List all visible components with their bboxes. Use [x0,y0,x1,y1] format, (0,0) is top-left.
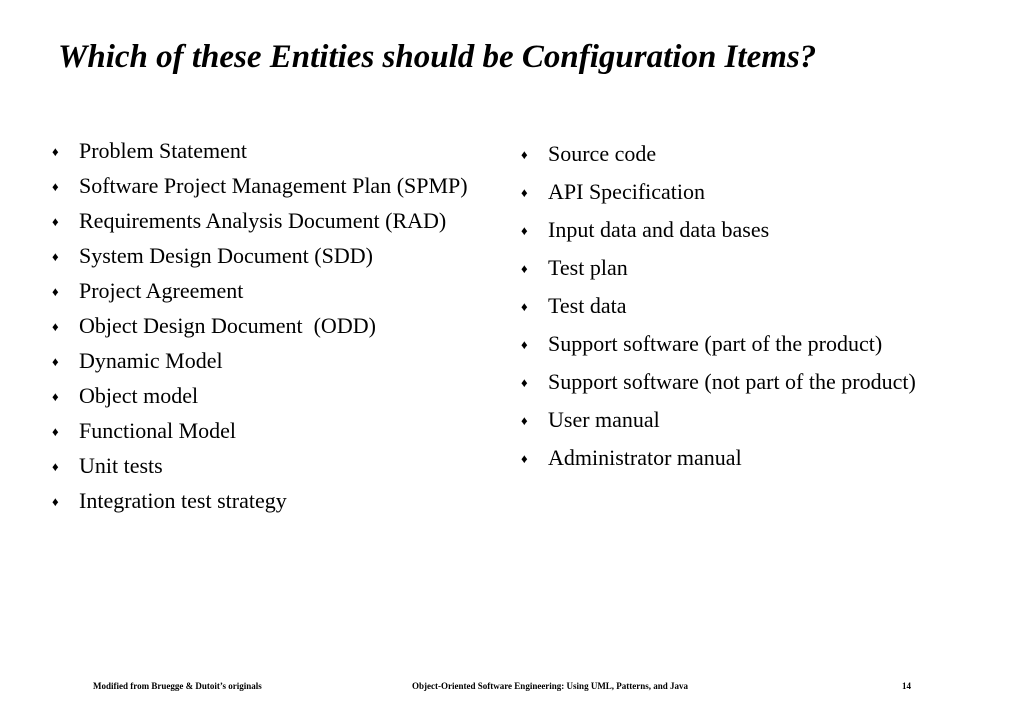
list-item [52,208,472,233]
footer-credit: Modified from Bruegge & Dutoit’s originals [93,681,262,691]
list-item-label: Functional Model [79,418,237,443]
list-item-label: Integration test strategy [79,488,287,513]
diamond-bullet-icon: ♦ [521,223,528,238]
list-item [52,173,472,198]
list-item [52,383,472,408]
list-item [521,255,981,280]
list-item [521,407,981,432]
diamond-bullet-icon: ♦ [52,459,59,474]
diamond-bullet-icon: ♦ [52,494,59,509]
list-item [521,217,981,242]
list-item [521,369,981,394]
list-item [52,453,472,478]
diamond-bullet-icon: ♦ [52,249,59,264]
diamond-bullet-icon: ♦ [52,214,59,229]
list-item [521,445,981,470]
diamond-bullet-icon: ♦ [521,299,528,314]
diamond-bullet-icon: ♦ [521,185,528,200]
list-item [52,243,472,268]
list-item-label: Requirements Analysis Document (RAD) [79,208,447,233]
diamond-bullet-icon: ♦ [521,375,528,390]
list-item-label: Software Project Management Plan (SPMP) [79,173,468,198]
diamond-bullet-icon: ♦ [52,319,59,334]
diamond-bullet-icon: ♦ [52,284,59,299]
diamond-bullet-icon: ♦ [52,389,59,404]
list-item-label: Dynamic Model [79,348,223,373]
diamond-bullet-icon: ♦ [52,144,59,159]
list-item-label: Object model [79,383,199,408]
list-item [52,313,472,338]
list-item-label: Administrator manual [548,445,742,470]
list-item [52,138,472,163]
list-item-label: System Design Document (SDD) [79,243,373,268]
list-item [521,141,981,166]
list-item-label: API Specification [548,179,706,204]
right-bullet-list [521,141,981,483]
diamond-bullet-icon: ♦ [52,179,59,194]
diamond-bullet-icon: ♦ [521,451,528,466]
list-item [52,348,472,373]
diamond-bullet-icon: ♦ [521,337,528,352]
list-item-label: User manual [548,407,660,432]
diamond-bullet-icon: ♦ [521,413,528,428]
diamond-bullet-icon: ♦ [521,147,528,162]
list-item [52,488,472,513]
list-item-label: Input data and data bases [548,217,770,242]
diamond-bullet-icon: ♦ [521,261,528,276]
list-item-label: Problem Statement [79,138,248,163]
diamond-bullet-icon: ♦ [52,354,59,369]
diamond-bullet-icon: ♦ [52,424,59,439]
list-item-label: Support software (part of the product) [548,331,883,356]
list-item-label: Test plan [548,255,628,280]
list-item-label: Project Agreement [79,278,244,303]
list-item [52,278,472,303]
list-item [521,331,981,356]
footer-course-title: Object-Oriented Software Engineering: Using UML, Patterns, and Java [412,681,689,691]
page-number: 14 [902,681,911,691]
list-item [521,179,981,204]
list-item-label: Object Design Document (ODD) [79,313,376,338]
list-item [521,293,981,318]
list-item-label: Unit tests [79,453,163,478]
left-bullet-list [52,138,472,523]
slide-title: Which of these Entities should be Configuration Items? [58,39,817,75]
list-item-label: Source code [548,141,657,166]
list-item-label: Test data [548,293,627,318]
list-item-label: Support software (not part of the product) [548,369,916,394]
list-item [52,418,472,443]
